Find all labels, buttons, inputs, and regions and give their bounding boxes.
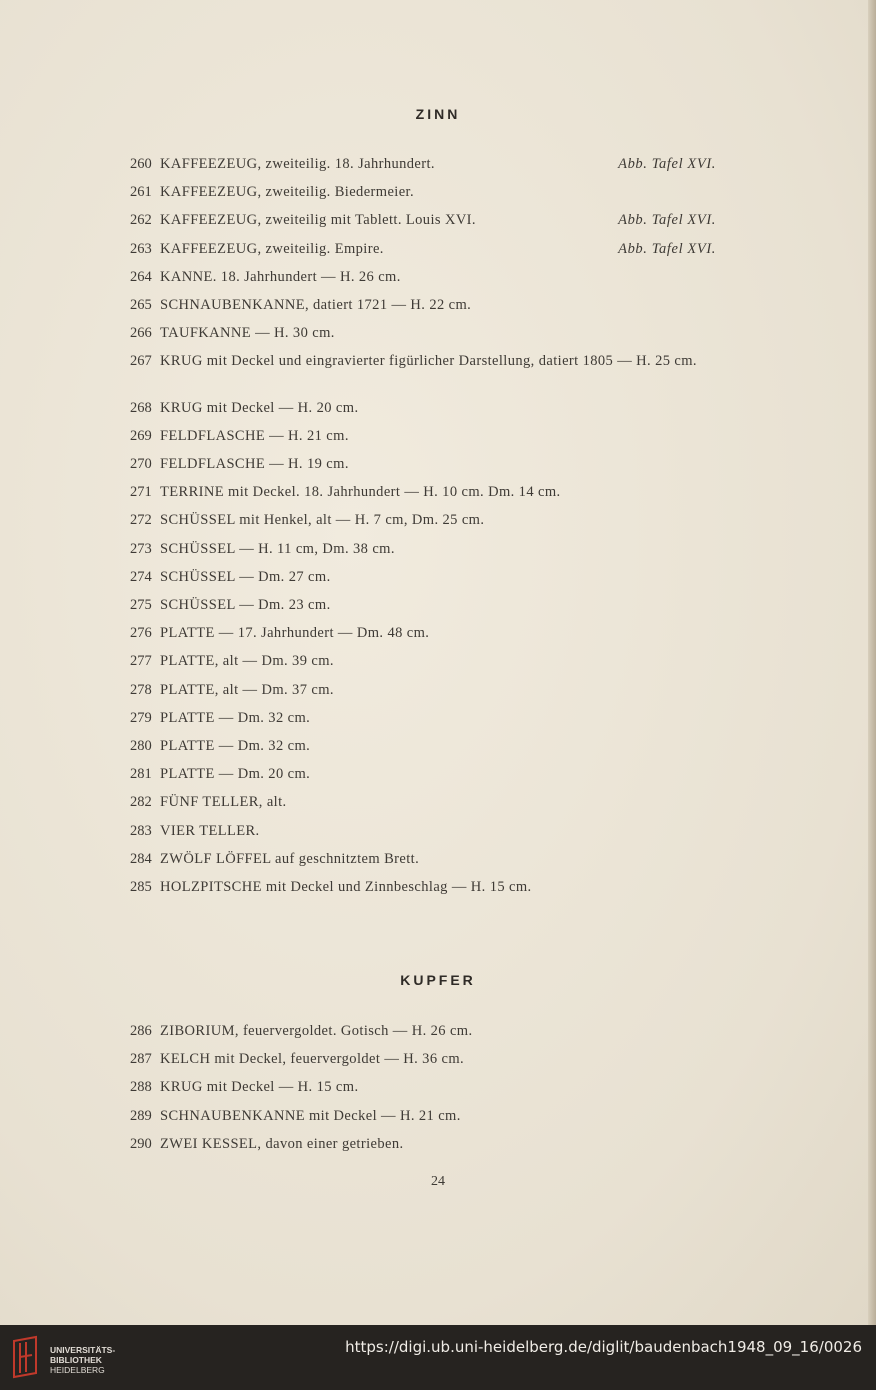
catalog-entry: [130, 709, 716, 727]
entry-number: 270: [130, 456, 152, 472]
entry-description: SCHNAUBENKANNE, datiert 1721 — H. 22 cm.: [160, 297, 472, 313]
page-number: 24: [431, 1174, 445, 1189]
entry-description: HOLZPITSCHE mit Deckel und Zinnbeschlag — H. 15 cm.: [160, 879, 532, 895]
library-logo-icon[interactable]: [10, 1333, 44, 1381]
entry-number: 278: [130, 681, 152, 698]
entry-number: 263: [130, 240, 152, 257]
catalog-entry: [130, 511, 716, 529]
catalog-entry: [130, 1135, 716, 1153]
entry-description: PLATTE — Dm. 32 cm.: [160, 709, 311, 726]
entry-description: KRUG mit Deckel — H. 15 cm.: [160, 1079, 359, 1096]
entry-description: KELCH mit Deckel, feuervergoldet — H. 36 cm.: [160, 1051, 465, 1068]
entry-number: 264: [130, 268, 152, 285]
entry-number: 286: [130, 1023, 152, 1039]
entry-number: 267: [130, 353, 152, 370]
entry-number: 287: [130, 1051, 152, 1068]
entry-number: 261: [130, 184, 152, 201]
catalog-entry: [130, 540, 716, 558]
library-name-line1: UNIVERSITÄTS-: [50, 1345, 116, 1355]
entry-description: KANNE. 18. Jahrhundert — H. 26 cm.: [160, 268, 401, 285]
footer-bar: [0, 1325, 876, 1390]
entry-description: SCHÜSSEL — H. 11 cm, Dm. 38 cm.: [160, 540, 395, 557]
entry-description: KRUG mit Deckel und eingravierter figürlicher Darstellung, datiert 1805 — H. 25 cm.: [160, 353, 697, 370]
catalog-entry: [130, 455, 716, 473]
catalog-entry: [130, 324, 716, 342]
entry-number: 284: [130, 850, 152, 867]
entry-number: 276: [130, 625, 152, 642]
entry-description: TAUFKANNE — H. 30 cm.: [160, 325, 335, 342]
entry-description: FELDFLASCHE — H. 21 cm.: [160, 427, 349, 444]
catalog-entry: [130, 1107, 716, 1125]
entry-number: 275: [130, 597, 152, 613]
catalog-entry: [130, 296, 716, 314]
entry-number: 274: [130, 568, 152, 585]
entry-description: SCHÜSSEL — Dm. 23 cm.: [160, 597, 331, 613]
catalog-entry: [130, 850, 716, 868]
entry-description: KAFFEEZEUG, zweiteilig. Empire.: [160, 240, 384, 257]
entry-description: FÜNF TELLER, alt.: [160, 794, 287, 811]
catalog-entry: [130, 765, 716, 783]
plate-reference: Abb. Tafel XVI.: [618, 212, 716, 229]
entry-number: 285: [130, 879, 152, 895]
entry-number: 283: [130, 822, 152, 839]
entry-number: 280: [130, 738, 152, 754]
catalog-entry: [130, 568, 716, 586]
entry-description: PLATTE — Dm. 32 cm.: [160, 738, 311, 754]
catalog-entry: [130, 1022, 716, 1040]
entry-number: 271: [130, 484, 152, 501]
plate-reference: Abb. Tafel XVI.: [618, 240, 716, 257]
entry-number: 272: [130, 512, 152, 529]
entry-number: 266: [130, 325, 152, 342]
entry-description: PLATTE, alt — Dm. 39 cm.: [160, 653, 334, 670]
entry-description: KAFFEEZEUG, zweiteilig. 18. Jahrhundert.: [160, 156, 435, 172]
entry-description: ZWÖLF LÖFFEL auf geschnitztem Brett.: [160, 850, 420, 867]
entry-description: KAFFEEZEUG, zweiteilig mit Tablett. Louis XVI.: [160, 212, 476, 229]
section-title-zinn: ZINN: [415, 106, 461, 122]
catalog-entry: [130, 652, 716, 670]
catalog-entry: [130, 1050, 716, 1068]
entry-description: PLATTE — 17. Jahrhundert — Dm. 48 cm.: [160, 625, 430, 642]
entry-number: 282: [130, 794, 152, 811]
entry-number: 273: [130, 540, 152, 557]
catalog-entry: [130, 483, 716, 501]
entry-description: VIER TELLER.: [160, 822, 260, 839]
entry-number: 279: [130, 709, 152, 726]
library-name: [50, 1345, 115, 1375]
catalog-entry: [130, 240, 716, 258]
catalog-entry: [130, 793, 716, 811]
catalog-entry: [130, 155, 716, 173]
entry-number: 269: [130, 427, 152, 444]
entry-number: 290: [130, 1135, 152, 1152]
entry-description: FELDFLASCHE — H. 19 cm.: [160, 456, 349, 472]
entry-number: 289: [130, 1107, 152, 1124]
entry-description: PLATTE — Dm. 20 cm.: [160, 766, 311, 783]
catalog-entry: [130, 624, 716, 642]
entry-number: 268: [130, 399, 152, 416]
entry-description: TERRINE mit Deckel. 18. Jahrhundert — H. 10 cm. Dm. 14 cm.: [160, 484, 561, 501]
library-name-line3: HEIDELBERG: [50, 1365, 105, 1375]
entry-description: KAFFEEZEUG, zweiteilig. Biedermeier.: [160, 184, 414, 201]
entry-number: 277: [130, 653, 152, 670]
catalog-entry: [130, 681, 716, 699]
catalog-entry: [130, 399, 716, 417]
entry-description: SCHNAUBENKANNE mit Deckel — H. 21 cm.: [160, 1107, 461, 1124]
entry-number: 281: [130, 766, 152, 783]
entry-description: SCHÜSSEL mit Henkel, alt — H. 7 cm, Dm. 25 cm.: [160, 512, 485, 529]
entry-description: PLATTE, alt — Dm. 37 cm.: [160, 681, 334, 698]
entry-description: SCHÜSSEL — Dm. 27 cm.: [160, 568, 331, 585]
entry-number: 288: [130, 1079, 152, 1096]
entry-description: ZIBORIUM, feuervergoldet. Gotisch — H. 26 cm.: [160, 1023, 473, 1039]
catalog-entry: [130, 427, 716, 445]
plate-reference: Abb. Tafel XVI.: [618, 156, 716, 172]
source-url-link[interactable]: https://digi.ub.uni-heidelberg.de/diglit/baudenbach1948_09_16/0026: [345, 1338, 862, 1356]
library-name-line2: BIBLIOTHEK: [50, 1355, 102, 1365]
catalog-entry: [130, 352, 716, 370]
catalog-entry: [130, 1078, 716, 1096]
page-edge: [868, 0, 876, 1325]
catalog-entry: [130, 737, 716, 755]
catalog-entry: [130, 822, 716, 840]
entry-number: 262: [130, 212, 152, 229]
section-title-kupfer: KUPFER: [400, 972, 476, 988]
catalog-entry: [130, 211, 716, 229]
catalog-entry: [130, 268, 716, 286]
entry-description: ZWEI KESSEL, davon einer getrieben.: [160, 1135, 404, 1152]
entry-description: KRUG mit Deckel — H. 20 cm.: [160, 399, 359, 416]
catalog-entry: [130, 878, 716, 896]
catalog-entry: [130, 596, 716, 614]
entry-number: 260: [130, 156, 152, 172]
entry-number: 265: [130, 297, 152, 313]
catalog-entry: [130, 183, 716, 201]
